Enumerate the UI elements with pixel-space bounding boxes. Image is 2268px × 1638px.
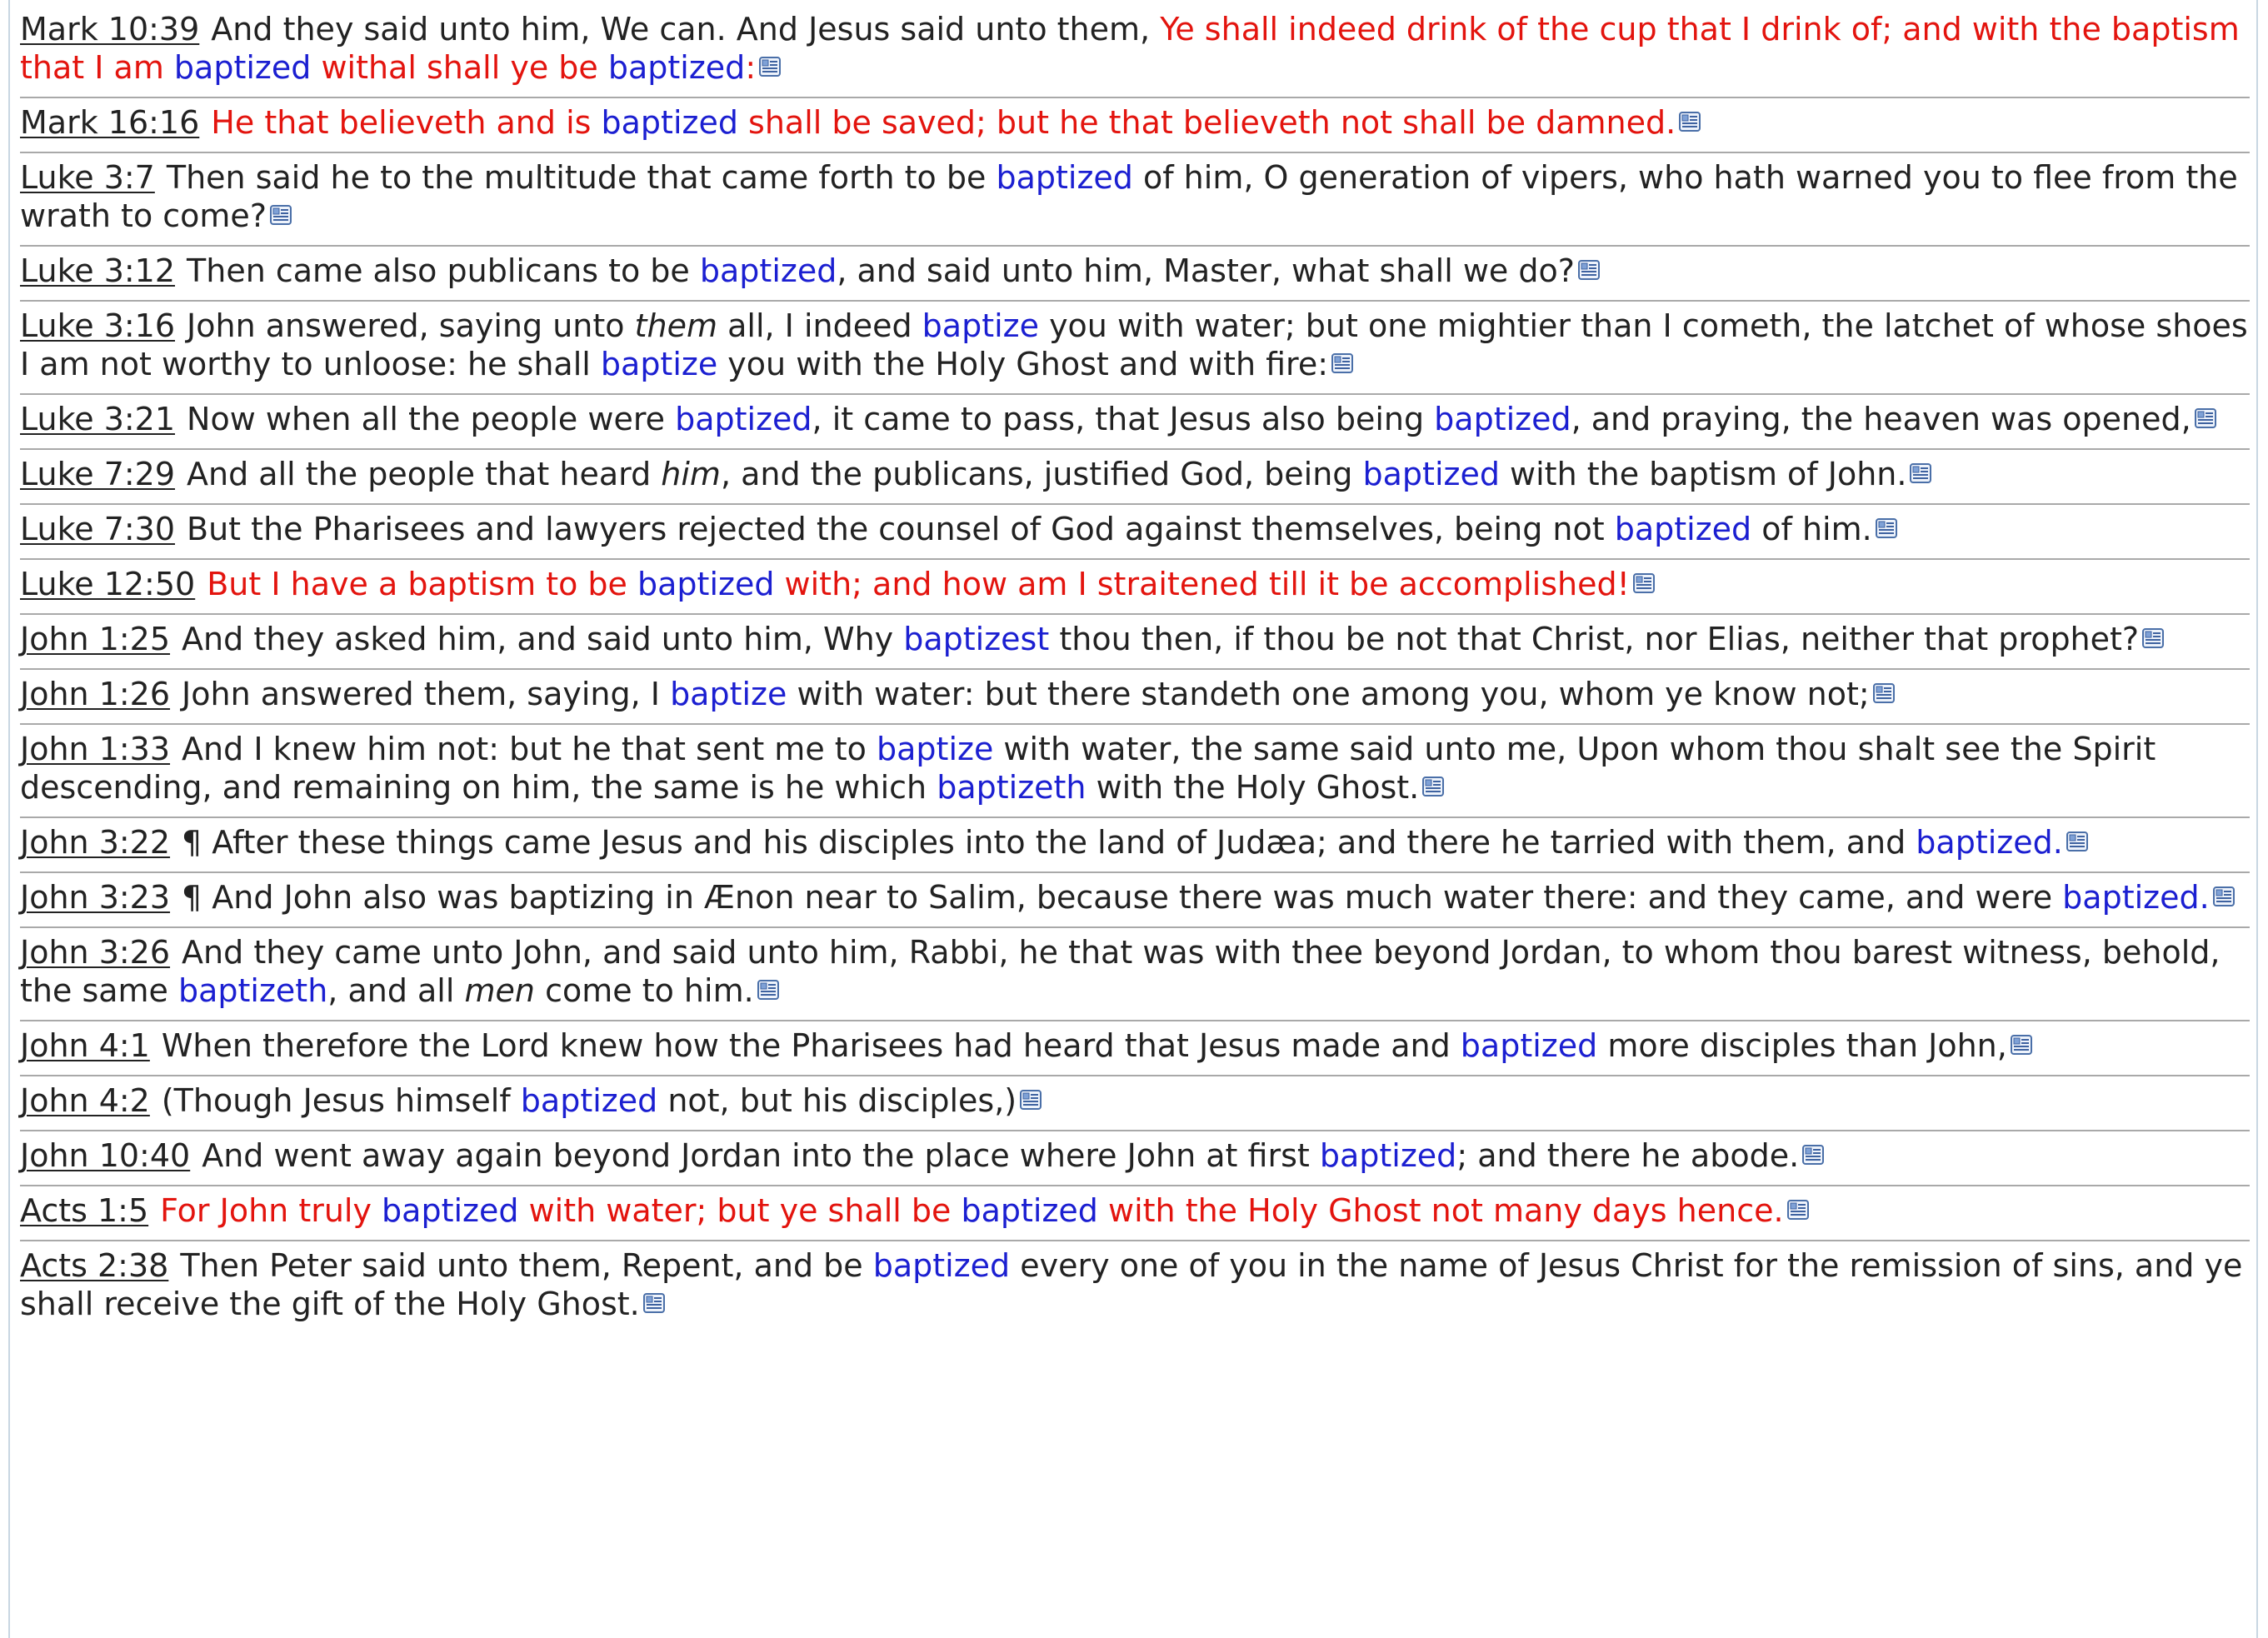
search-match: baptized [173,49,312,86]
words-of-christ: with; and how am I straitened till it be accomplished! [774,566,1630,602]
verse-item [20,725,2250,818]
notes-icon[interactable] [2066,831,2088,851]
search-match: baptized [1614,511,1752,547]
notes-icon[interactable] [1679,112,1701,132]
verse-text-segment: ¶ After these things came Jesus and his disciples into the land of Judæa; and there he tarried with them, and [182,824,1916,861]
verse-text-segment: with the baptism of John. [1499,456,1907,492]
verse-item [20,247,2250,302]
verse-item [20,450,2250,505]
italic-word: them [634,307,718,344]
verse-text [211,104,1676,141]
verse-item [20,1241,2250,1333]
search-match: baptized [1362,456,1500,492]
verse-reference-link[interactable]: Luke 3:12 [20,252,176,289]
verse-item [20,615,2250,670]
verse-item [20,873,2250,928]
verse-reference-link[interactable]: Luke 7:29 [20,456,176,492]
search-match: baptizest [903,621,1050,657]
verse-text-segment: And all the people that heard [187,456,662,492]
words-of-christ: : [745,49,757,86]
notes-icon[interactable] [1873,683,1895,703]
search-match: baptized [699,252,837,289]
verse-text-segment: And I knew him not: but he that sent me to [182,731,877,767]
verse-reference-link[interactable]: John 10:40 [20,1137,191,1174]
search-match: baptized [961,1192,1098,1229]
search-match: baptize [922,307,1039,344]
verse-reference-link[interactable]: John 4:1 [20,1027,150,1064]
verse-item [20,302,2250,395]
verse-text [187,401,2191,437]
verse-item [20,818,2250,873]
search-match: baptize [877,731,994,767]
verse-item [20,1021,2250,1076]
words-of-christ: He that believeth and is [211,104,602,141]
verse-reference-link[interactable]: Luke 3:7 [20,159,155,196]
verse-reference-link[interactable]: Acts 2:38 [20,1247,169,1284]
search-match: baptized [872,1247,1011,1284]
verse-reference-link[interactable]: Luke 7:30 [20,511,176,547]
words-of-christ: For John truly [160,1192,382,1229]
search-match: baptized [1319,1137,1457,1174]
verse-text-segment: you with the Holy Ghost and with fire: [717,346,1329,382]
notes-icon[interactable] [2195,408,2216,428]
verse-text [20,731,2156,806]
verse-text [187,252,1575,289]
verse-text-segment: , and the publicans, justified God, being [720,456,1363,492]
verse-text-segment: And they asked him, and said unto him, Why [182,621,904,657]
verse-text-segment: , and praying, the heaven was opened, [1571,401,2191,437]
search-match: baptized [607,49,746,86]
verse-text-segment: ¶ And John also was baptizing in Ænon near to Salim, because there was much water there: and they came, and were [182,879,2063,916]
words-of-christ: Ye shall indeed drink of the cup that I drink of; and with the baptism that I am [20,11,2240,86]
words-of-christ: with the Holy Ghost not many days hence. [1097,1192,1784,1229]
words-of-christ: But I have a baptism to be [207,566,638,602]
verse-reference-link[interactable]: Luke 3:16 [20,307,176,344]
verse-text-segment: Then came also publicans to be [187,252,700,289]
verse-text-segment: thou then, if thou be not that Christ, nor Elias, neither that prophet? [1049,621,2140,657]
search-match: baptized [1434,401,1571,437]
verse-text [207,566,1630,602]
verse-text [20,159,2238,234]
verse-reference-link[interactable]: Mark 10:39 [20,11,200,47]
verse-text-segment: John answered them, saying, I [182,676,671,712]
verse-reference-link[interactable]: John 3:26 [20,934,171,971]
verse-text-segment: But the Pharisees and lawyers rejected the counsel of God against themselves, being not [187,511,1615,547]
search-match: baptizeth [178,972,328,1009]
italic-word: men [464,972,535,1009]
notes-icon[interactable] [757,980,779,1000]
verse-item [20,153,2250,247]
search-match: baptized [520,1082,658,1119]
results-panel [8,0,2258,1638]
words-of-christ: withal shall ye be [311,49,608,86]
verse-reference-link[interactable]: John 3:22 [20,824,171,861]
verse-text-segment: all, I indeed [717,307,922,344]
verse-reference-link[interactable]: John 3:23 [20,879,171,916]
verse-text-segment: (Though Jesus himself [161,1082,521,1119]
search-match: baptized [637,566,775,602]
verse-item [20,1131,2250,1186]
verse-text-segment: you with water; but one mightier than I cometh, the latchet of whose shoes I am not worthy to unloose: he shall [20,307,2248,382]
verse-text [20,307,2248,382]
verse-text-segment: And they came unto John, and said unto him, Rabbi, he that was with thee beyond Jordan, to whom thou barest witness, behold, the same [20,934,2221,1009]
notes-icon[interactable] [1787,1200,1809,1220]
notes-icon[interactable] [1876,518,1897,538]
notes-icon[interactable] [270,205,292,225]
verse-item [20,928,2250,1021]
verse-text [162,1082,1017,1119]
search-match: baptized [382,1192,519,1229]
verse-item [20,560,2250,615]
verse-text-segment: When therefore the Lord knew how the Pharisees had heard that Jesus made and [161,1027,1461,1064]
verse-text [182,621,2139,657]
verse-text [182,879,2210,916]
notes-icon[interactable] [759,57,781,77]
verse-text-segment: come to him. [535,972,754,1009]
verse-item [20,5,2250,98]
notes-icon[interactable] [1633,573,1655,593]
search-match: baptize [600,346,718,382]
notes-icon[interactable] [1910,463,1931,483]
verse-text [20,1247,2242,1322]
verse-text-segment: And went away again beyond Jordan into the place where John at first [202,1137,1320,1174]
verse-text [182,824,2063,861]
verse-text-segment: not, but his disciples,) [657,1082,1017,1119]
verse-text [162,1027,2007,1064]
verse-text-segment: of him, O generation of vipers, who hath warned you to flee from the wrath to come? [20,159,2238,234]
verse-text-segment: , and all [327,972,465,1009]
verse-text [160,1192,1783,1229]
search-match: baptized. [2062,879,2210,916]
italic-word: him [661,456,721,492]
verse-reference-link[interactable]: John 1:33 [20,731,171,767]
verse-reference-link[interactable]: John 1:25 [20,621,171,657]
verse-reference-link[interactable]: Luke 12:50 [20,566,196,602]
verse-text [187,456,1906,492]
search-match: baptized [1460,1027,1598,1064]
verse-reference-link[interactable]: Acts 1:5 [20,1192,149,1229]
verse-item [20,98,2250,153]
notes-icon[interactable] [1331,353,1353,373]
verse-item [20,1076,2250,1131]
verse-reference-link[interactable]: John 1:26 [20,676,171,712]
verse-text-segment: And they said unto him, We can. And Jesus said unto them, [211,11,1161,47]
verse-reference-link[interactable]: John 4:2 [20,1082,150,1119]
search-match: baptize [670,676,787,712]
notes-icon[interactable] [2142,628,2164,648]
verse-item [20,670,2250,725]
verse-item [20,505,2250,560]
search-match: baptized [996,159,1133,196]
verse-reference-link[interactable]: Luke 3:21 [20,401,176,437]
search-match: baptizeth [937,769,1087,806]
verse-text-segment: more disciples than John, [1597,1027,2007,1064]
verse-reference-link[interactable]: Mark 16:16 [20,104,200,141]
verse-text [182,676,1870,712]
notes-icon[interactable] [643,1293,665,1313]
verse-text [202,1137,1799,1174]
verse-text-segment: John answered, saying unto [187,307,635,344]
verse-text-segment: Now when all the people were [187,401,676,437]
notes-icon[interactable] [1578,260,1600,280]
notes-icon[interactable] [2011,1035,2032,1055]
verse-text-segment: with water, the same said unto me, Upon whom thou shalt see the Spirit descending, and remaining on him, the same is he which [20,731,2156,806]
search-match: baptized. [1916,824,2063,861]
notes-icon[interactable] [2213,886,2235,906]
verse-text-segment: with the Holy Ghost. [1086,769,1420,806]
verse-text-segment: with water: but there standeth one among you, whom ye know not; [787,676,1870,712]
search-match: baptized [675,401,812,437]
verse-text [20,934,2220,1009]
verse-text [187,511,1872,547]
verse-text-segment: ; and there he abode. [1456,1137,1800,1174]
verse-text [20,11,2240,86]
notes-icon[interactable] [1020,1090,1042,1110]
notes-icon[interactable] [1802,1145,1824,1165]
verse-item [20,1186,2250,1241]
search-match: baptized [601,104,738,141]
verse-text-segment: , it came to pass, that Jesus also being [812,401,1435,437]
verse-text-segment: , and said unto him, Master, what shall we do? [837,252,1575,289]
words-of-christ: shall be saved; but he that believeth not shall be damned. [737,104,1676,141]
verse-item [20,395,2250,450]
verse-text-segment: Then said he to the multitude that came forth to be [166,159,997,196]
notes-icon[interactable] [1422,777,1444,797]
verse-text-segment: Then Peter said unto them, Repent, and be [180,1247,873,1284]
verse-text-segment: every one of you in the name of Jesus Christ for the remission of sins, and ye shall receive the gift of the Holy Ghost. [20,1247,2243,1322]
words-of-christ: with water; but ye shall be [518,1192,962,1229]
verse-list [20,5,2250,1333]
verse-text-segment: of him. [1751,511,1872,547]
